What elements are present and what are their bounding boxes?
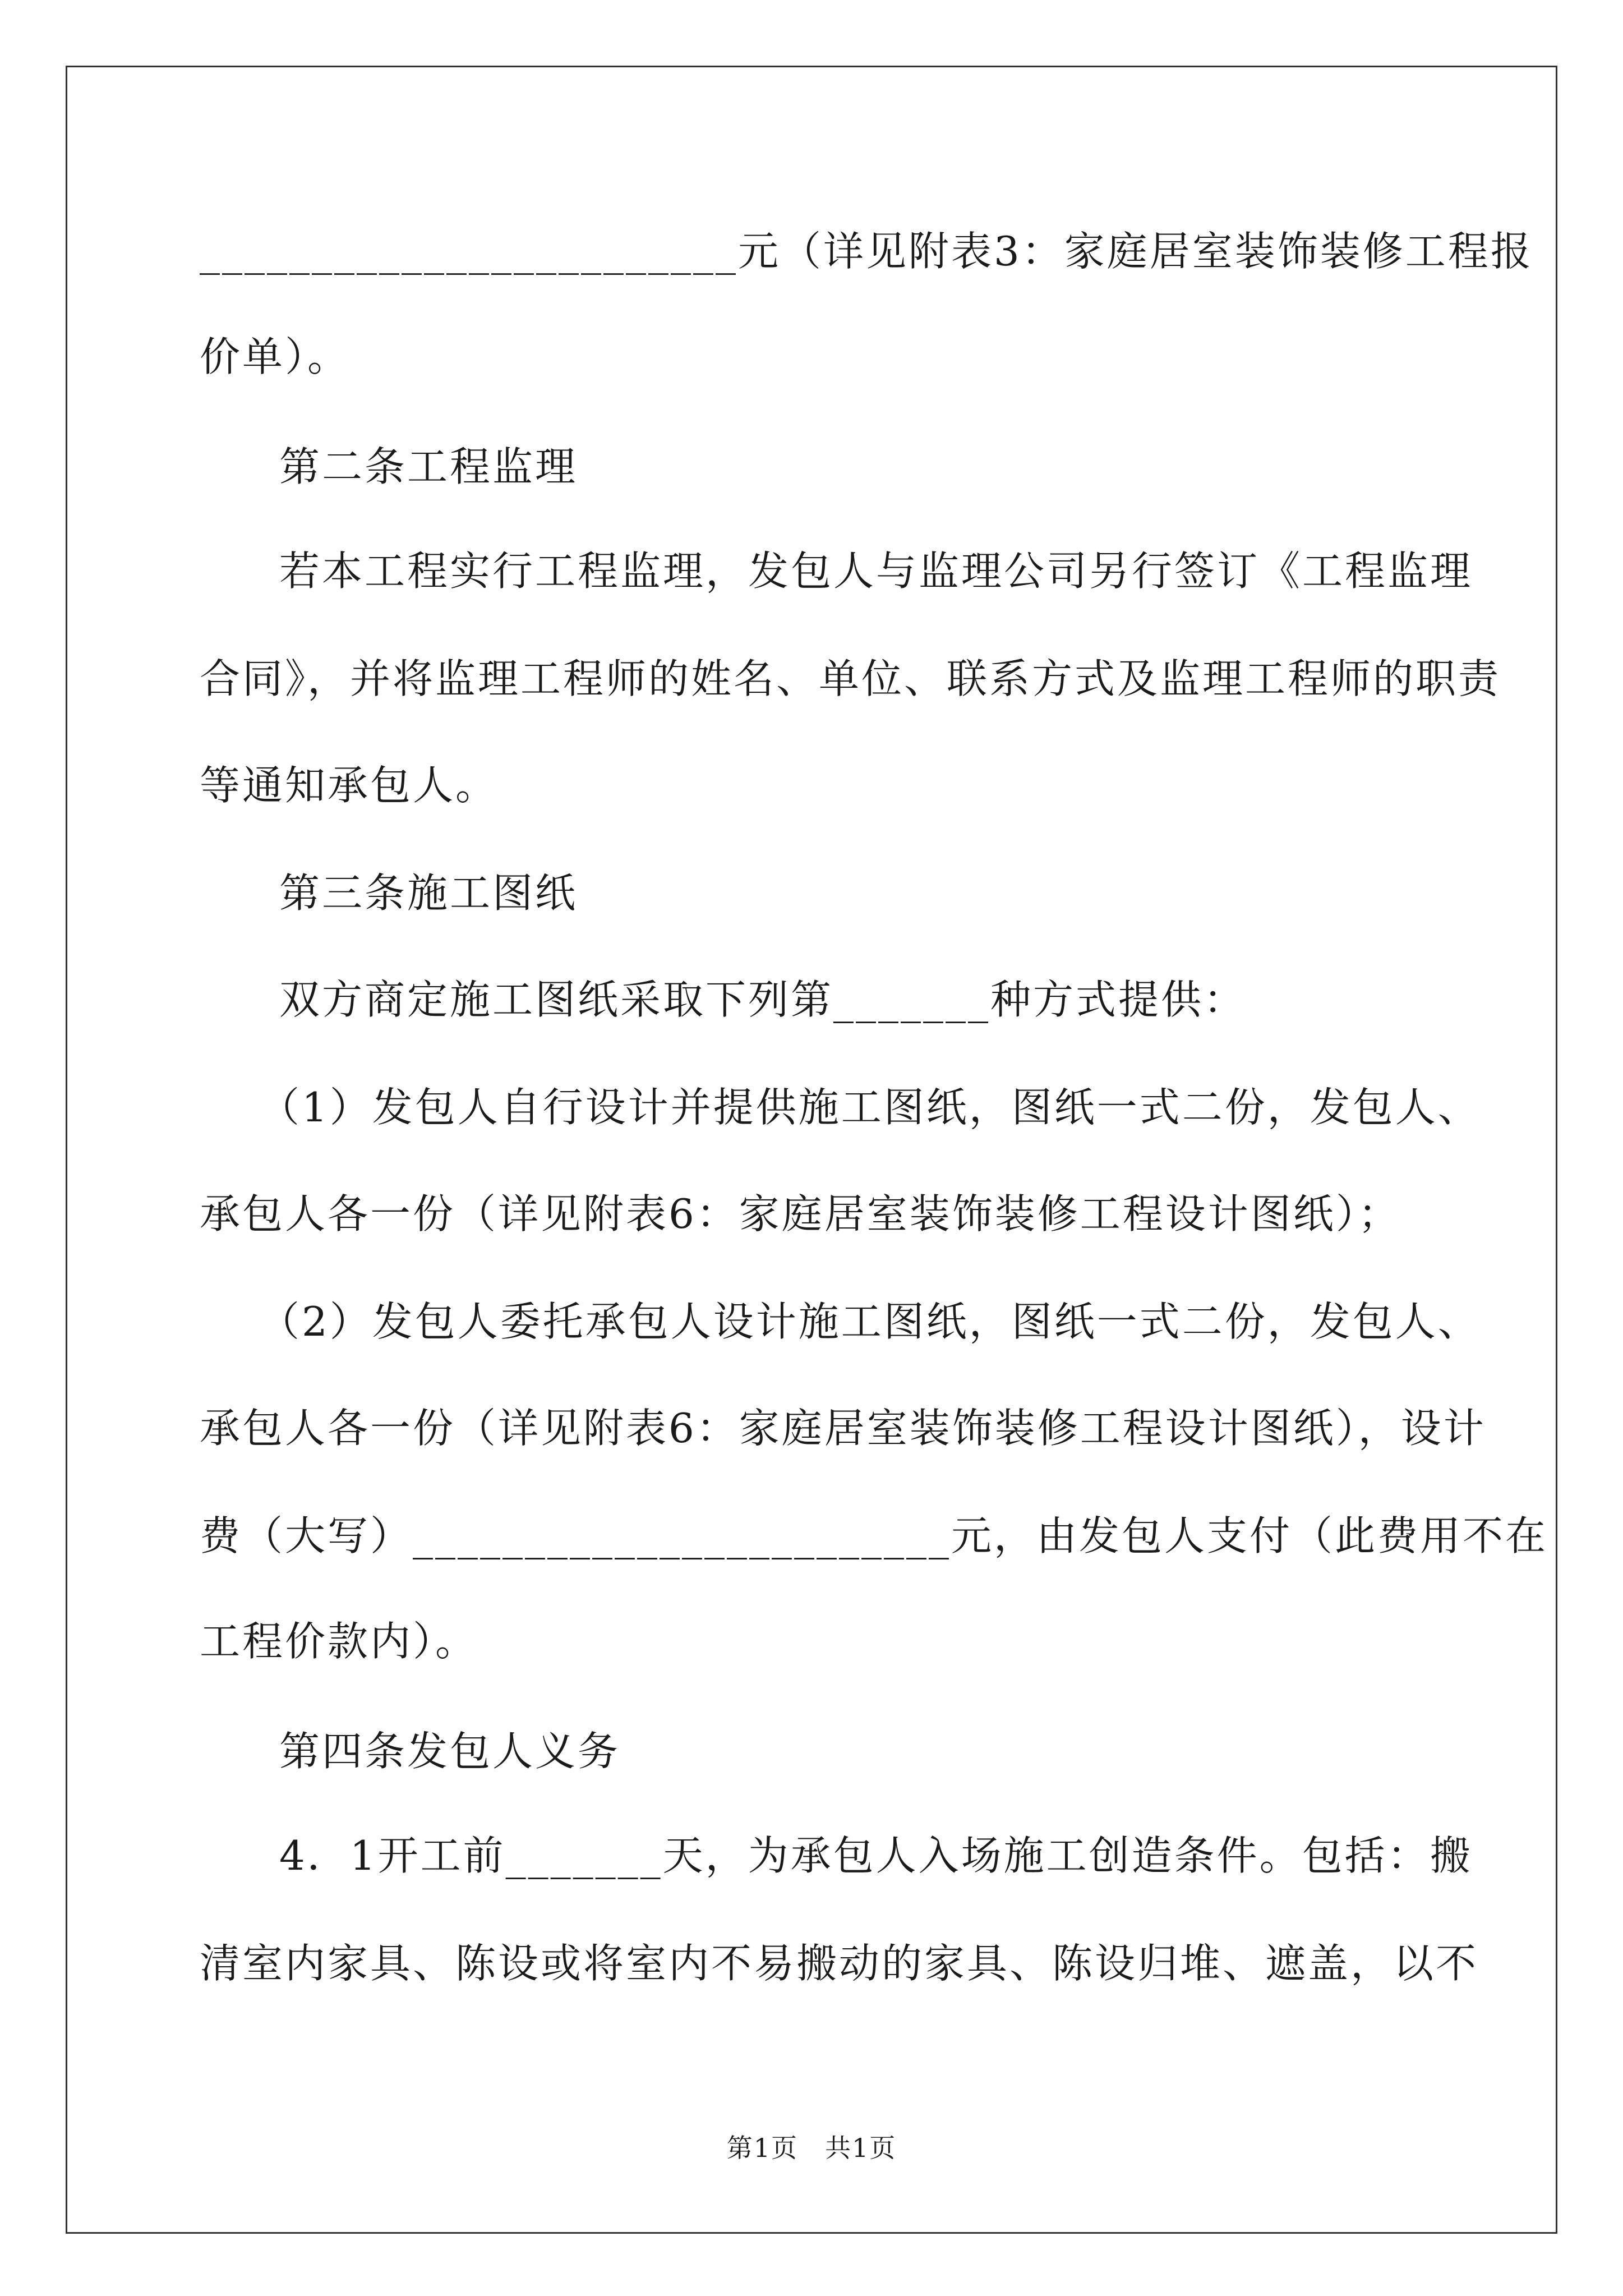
body-line-11: （2）发包人委托承包人设计施工图纸，图纸一式二份，发包人、 bbox=[259, 1298, 1481, 1345]
body-line-4: 若本工程实行工程监理，发包人与监理公司另行签订《工程监理 bbox=[279, 547, 1473, 595]
section-heading-3: 第三条施工图纸 bbox=[279, 869, 578, 917]
body-line-13: 费（大写）________________________元，由发包人支付（此费用不在 bbox=[200, 1512, 1548, 1559]
body-line-16: 4．1开工前_______天，为承包人入场施工创造条件。包括：搬 bbox=[279, 1832, 1473, 1879]
page-border bbox=[66, 66, 1557, 2234]
body-line-2: 价单）。 bbox=[200, 333, 351, 380]
body-line-9: （1）发包人自行设计并提供施工图纸，图纸一式二份，发包人、 bbox=[259, 1084, 1481, 1131]
body-line-12: 承包人各一份（详见附表6：家庭居室装饰装修工程设计图纸），设计 bbox=[200, 1405, 1486, 1452]
body-line-10: 承包人各一份（详见附表6：家庭居室装饰装修工程设计图纸）； bbox=[200, 1190, 1401, 1237]
body-line-5: 合同》，并将监理工程师的姓名、单位、联系方式及监理工程师的职责 bbox=[200, 655, 1501, 702]
body-line-14: 工程价款内）。 bbox=[200, 1618, 478, 1665]
section-heading-2: 第二条工程监理 bbox=[279, 443, 578, 490]
body-line-6: 等通知承包人。 bbox=[200, 762, 499, 809]
section-heading-4: 第四条发包人义务 bbox=[279, 1728, 621, 1775]
body-line-1: ________________________元（详见附表3：家庭居室装饰装修工程报 bbox=[200, 228, 1533, 275]
page-footer: 第1页 共1页 bbox=[726, 2133, 897, 2163]
body-line-17: 清室内家具、陈设或将室内不易搬动的家具、陈设归堆、遮盖，以不 bbox=[200, 1940, 1479, 1987]
body-line-8: 双方商定施工图纸采取下列第_______种方式提供： bbox=[279, 976, 1247, 1023]
